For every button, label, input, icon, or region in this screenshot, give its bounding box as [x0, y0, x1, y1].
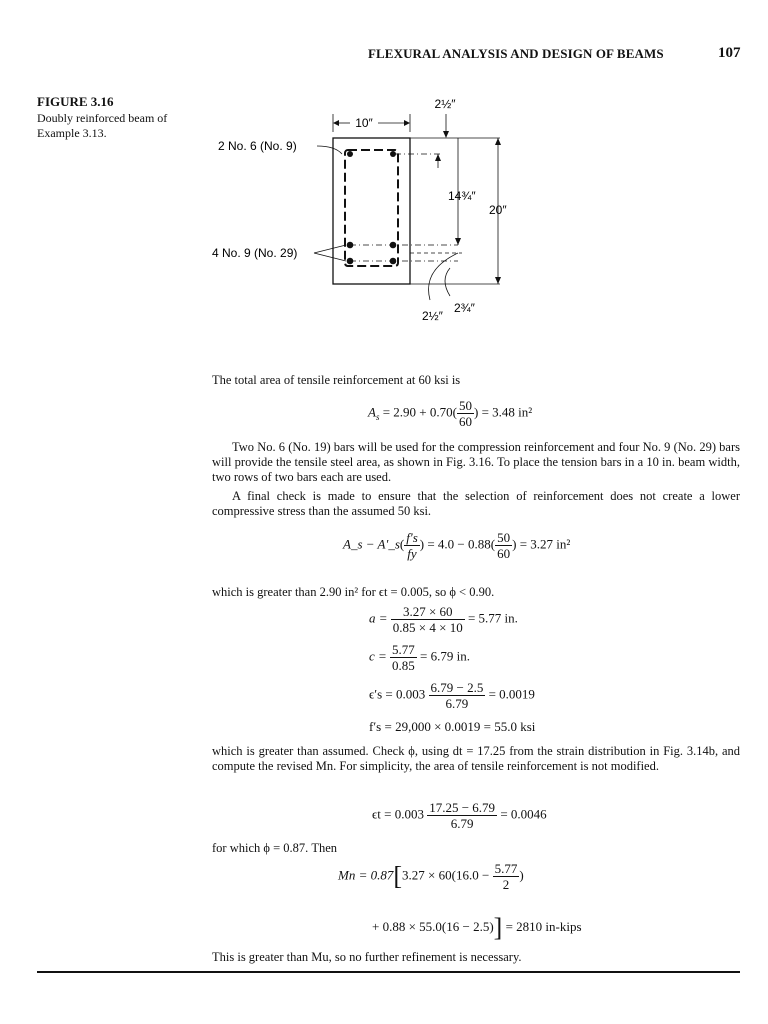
equation-strain-tension: ϵt = 0.003 $\frac{17.25 - 6.79}{6.79}$ = 0.0046 [372, 800, 547, 831]
figure-caption: Doubly reinforced beam of Example 3.13. [37, 111, 168, 140]
paragraph: The total area of tensile reinforcement at 60 ksi is [212, 373, 461, 387]
equation-net-area: A_s − A′_s( $\frac{f's}{fy}$ ) = 4.0 − 0.88( $\frac{50}{60}$ ) = 3.27 in² [343, 530, 571, 561]
dim-bottom-2: 2¾″ [454, 301, 475, 315]
figure-label: FIGURE 3.16 [37, 94, 114, 109]
paragraph: This is greater than Mu, so no further refinement is necessary. [212, 950, 522, 964]
dim-cover-top: 2½″ [434, 97, 456, 111]
equation-strain-comp: ϵ′s = 0.003 $\frac{6.79 - 2.5}{6.79}$ = 0.0019 [369, 680, 535, 711]
footer-rule [37, 971, 740, 973]
label-tension-bars: 4 No. 9 (No. 29) [212, 246, 298, 260]
paragraph: A final check is made to ensure that the selection of reinforcement does not create a lower compressive stress than the assumed 50 ksi. [212, 489, 740, 518]
equation-a: a = $\frac{3.27 \times 60}{0.85 \times 4 \times 10}$ = 5.77 in. [369, 604, 518, 635]
paragraph: which is greater than 2.90 in² for ϵt = 0.005, so ϕ < 0.90. [212, 585, 495, 599]
equation-mn-line2: + 0.88 × 55.0(16 − 2.5)] = 2810 in-kips [372, 913, 582, 942]
compression-bar [347, 151, 353, 157]
equation-as: $A_s = 2.90 + 0.70$( $\frac{50}{60}$ ) = 3.48 in² [368, 398, 533, 429]
beam-section-diagram [200, 88, 520, 328]
stirrup [345, 150, 398, 266]
paragraph: Two No. 6 (No. 19) bars will be used for the compression reinforcement and four No. 9 (No. 29) bars will provide the tensile steel area, as shown in Fig. 3.16. To place the tension bars in a 10 in. beam width, two rows of two bars each are used. [212, 440, 740, 484]
dim-mid: 14¾″ [448, 189, 476, 203]
dim-width: 10″ [355, 116, 373, 130]
equation-stress: f′s = 29,000 × 0.0019 = 55.0 ksi [369, 719, 536, 734]
label-compression-bars: 2 No. 6 (No. 9) [218, 139, 297, 153]
equation-c: c = $\frac{5.77}{0.85}$ = 6.79 in. [369, 642, 470, 673]
running-header: FLEXURAL ANALYSIS AND DESIGN OF BEAMS [368, 46, 664, 61]
paragraph: which is greater than assumed. Check ϕ, using dt = 17.25 from the strain distribution in Fig. 3.14b, and compute the revised Mn. For simplicity, the area of tensile reinforcement is not modified. [212, 744, 740, 773]
dim-bottom-1: 2½″ [422, 309, 443, 323]
dim-depth: 20″ [489, 203, 507, 217]
equation-mn-line1: Mn = 0.87[3.27 × 60(16.0 − $\frac{5.77}{2}$ ) [338, 861, 524, 892]
page-number: 107 [718, 45, 741, 61]
paragraph: for which ϕ = 0.87. Then [212, 841, 338, 855]
